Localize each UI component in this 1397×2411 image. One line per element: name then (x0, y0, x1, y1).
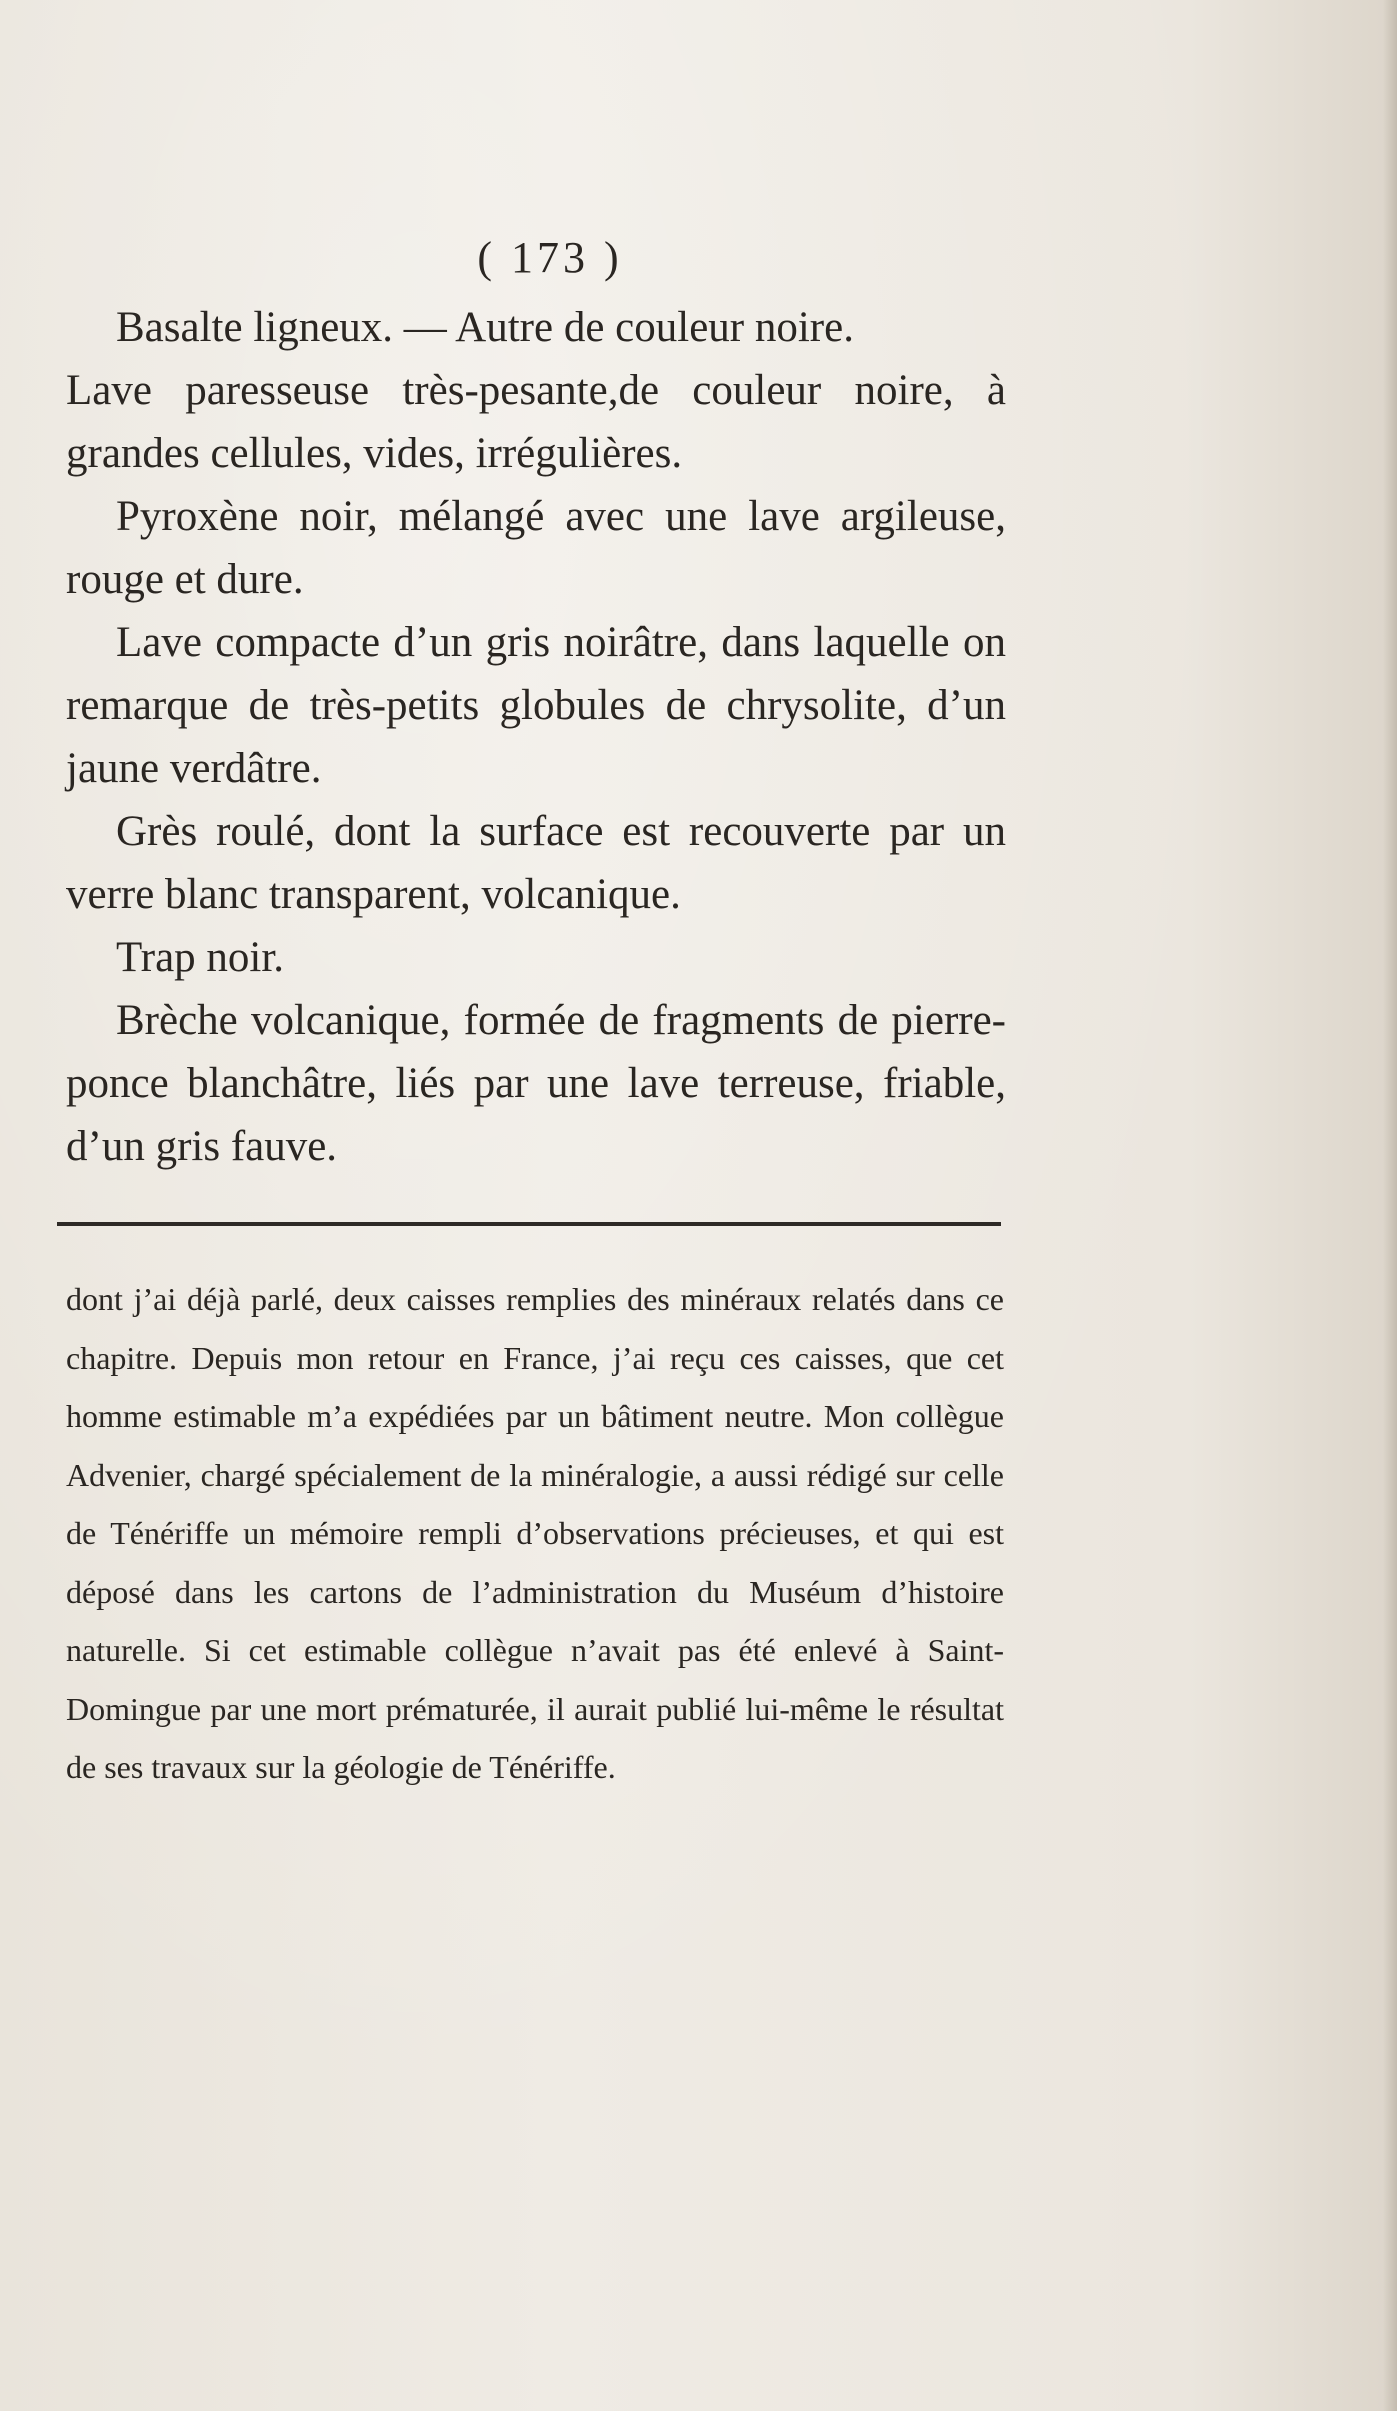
footnote (66, 1270, 1004, 1797)
paragraph-trap: Trap noir. (116, 934, 285, 981)
paragraph-pyroxene: Pyroxène noir, mélangé avec une lave argileuse, rouge et dure. (66, 493, 1006, 603)
paragraph-breche: Brèche volcanique, formée de fragments de pierre-ponce blanchâtre, liés par une lave terreuse, friable, d’un gris fauve. (66, 997, 1006, 1170)
page-edge (1383, 0, 1397, 2411)
footnote-separator (57, 1222, 1001, 1226)
paragraph-gres: Grès roulé, dont la surface est recouverte par un verre blanc transparent, volcanique. (66, 808, 1006, 918)
paragraph-lave-paresseuse: Lave paresseuse très-pesante,de couleur noire, à grandes cellules, vides, irrégulières. (66, 367, 1006, 477)
paragraph-lave-compacte: Lave compacte d’un gris noirâtre, dans laquelle on remarque de très-petits globules de chrysolite, d’un jaune verdâtre. (66, 619, 1006, 792)
footnote-text: dont j’ai déjà parlé, deux caisses remplies des minéraux relatés dans ce chapitre. Depuis mon retour en France, j’ai reçu ces caisses, que cet homme estimable m’a expédiées par un bâtiment neutre. Mon collègue Advenier, chargé spécialement de la minéralogie, a aussi rédigé sur celle de Ténériffe un mémoire rempli d’observations précieuses, et qui est déposé dans les cartons de l’administration du Muséum d’histoire naturelle. Si cet estimable collègue n’avait pas été enlevé à Saint-Domingue par une mort prématurée, il aurait publié lui-même le résultat de ses travaux sur la géologie de Ténériffe. (66, 1281, 1004, 1785)
page-number: ( 173 ) (477, 233, 623, 282)
main-text (66, 296, 1006, 1178)
paragraph-basalte: Basalte ligneux. — Autre de couleur noire. (116, 304, 854, 351)
